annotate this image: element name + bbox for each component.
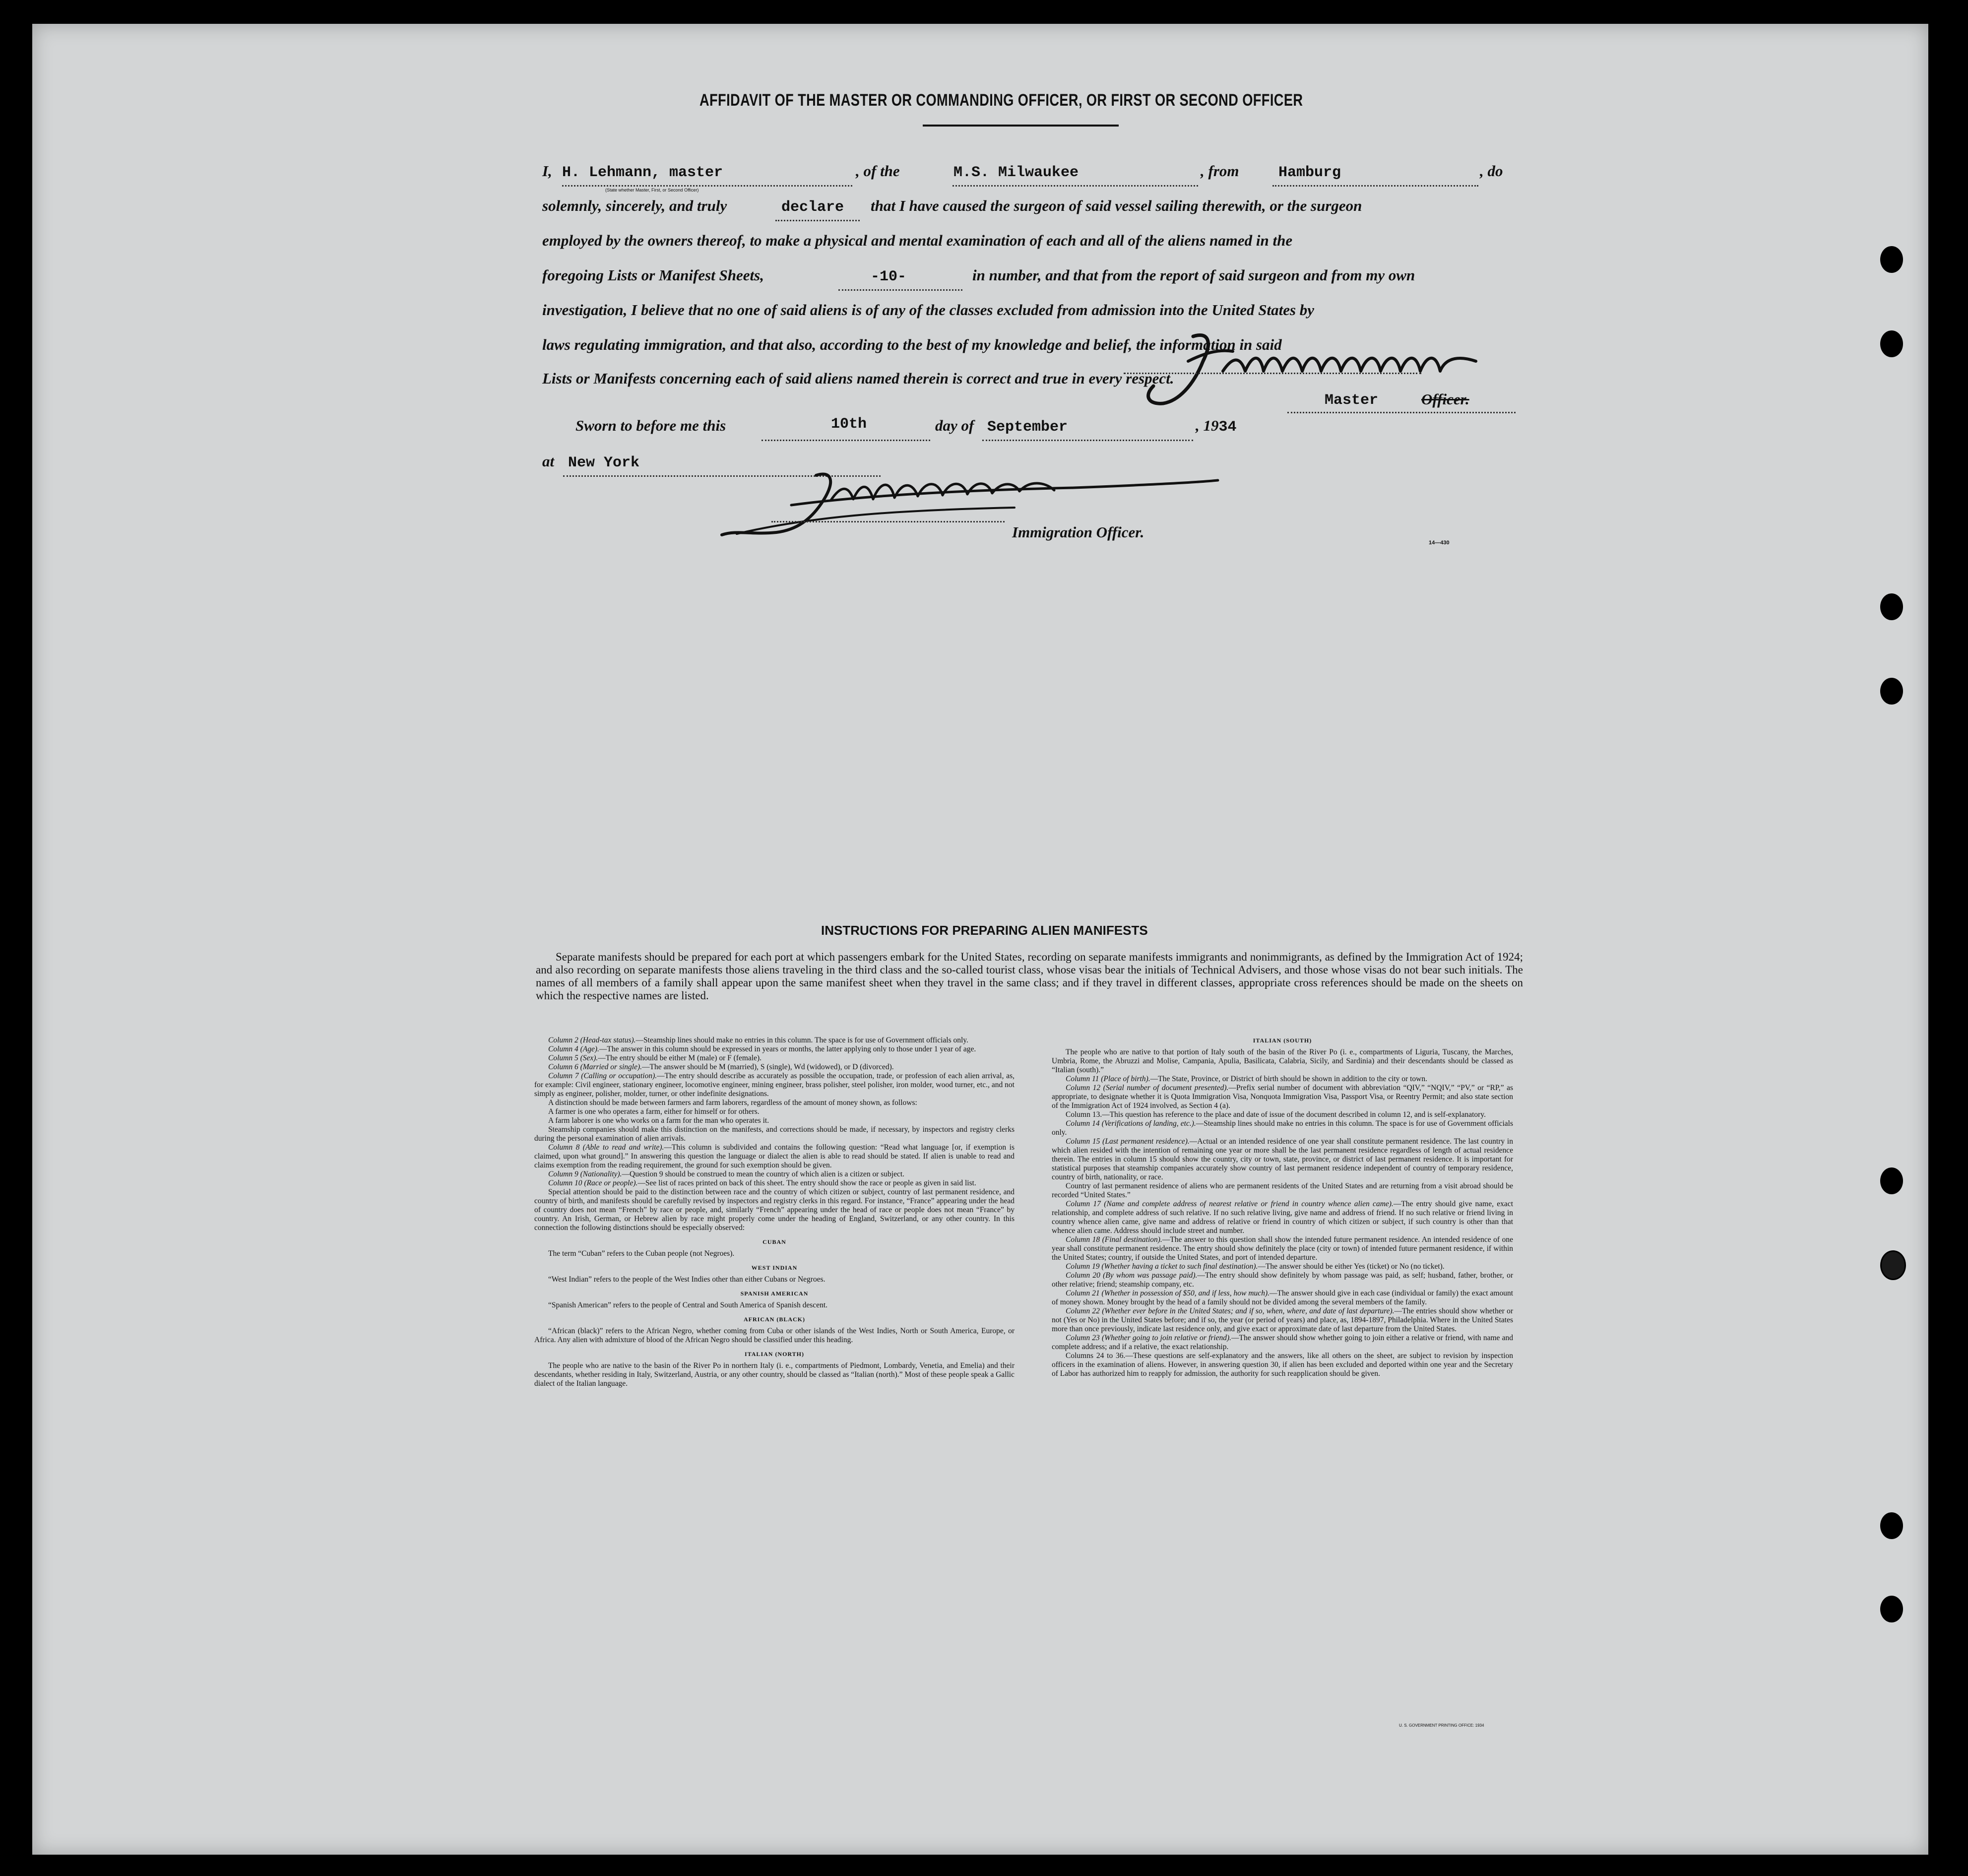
affidavit-line-6: laws regulating immigration, and that also, according to the best of my knowledge and belief, the information in said xyxy=(542,336,1282,353)
col17-text: —The entry should give name, exact relationship, and complete address of such relative. If no such relative living, give name and address of friend. If no such relative or friend living in country whence alien came, give name and address of relative or friend in country of which citizen or subject, if such country is other than that whence alien came. Address should include street and number. xyxy=(1052,1200,1514,1235)
col8-text: —This column is subdivided and contains the following question: “Read what language [or, if exemption is claimed, upon what ground].” In answering this question the language or dialect the alien is able to read should be stated. If alien is unable to read and claims exemption from the reading requirement, the ground for such exemption should be given. xyxy=(534,1143,1015,1169)
col19-text: —The answer should be either Yes (ticket) or No (no ticket). xyxy=(1258,1262,1445,1271)
instructions-title: INSTRUCTIONS FOR PREPARING ALIEN MANIFESTS xyxy=(821,923,1148,938)
year-prefix xyxy=(1196,408,1237,445)
port-line xyxy=(1272,185,1478,187)
col14-text: —Steamship lines should make no entries in this column. The space is for use of Government officials only. xyxy=(1052,1119,1513,1137)
italian-north-heading: ITALIAN (NORTH) xyxy=(744,1351,805,1358)
special-attention-note: Special attention should be paid to the distinction between race and the country of which citizen or subject, country of last permanent residence, and country of birth, and manifests should be carefully revised by inspectors and registry clerks in this regard. For instance, “France” appearing under the head of country does not mean “French” by race or people, and, similarly “French” appearing under the head of race or people does not mean “France” by country. An Irish, German, or Hebrew alien by race might properly come under the heading of England, Switzerland, or any other country. In this connection the following distinctions should be especially observed: xyxy=(534,1188,1015,1232)
cuban-text: The term “Cuban” refers to the Cuban people (not Negroes). xyxy=(548,1249,735,1258)
farmers-note: A distinction should be made between farmers and farm laborers, regardless of the amount of money shown, as follows: xyxy=(548,1099,917,1107)
instructions-intro: Separate manifests should be prepared for each port at which passengers embark for the United States, recording on separate manifests immigrants and nonimmigrants, as defined by the Immigration Act of 1924; and also recording on separate manifests those aliens traveling in the third class and the so-called tourist class, whose visas bear the initials of Technical Advisers, and those whose visas do not bear such initials. The names of all members of a family shall appear upon the same manifest sheet when they travel in the same class; and if they travel in different classes, appropriate cross references should be made on the sheets on which the respective names are listed. xyxy=(536,951,1523,1002)
african-text: “African (black)” refers to the African Negro, whether coming from Cuba or other islands of the West Indies, North or South America, Europe, or Africa. Any alien with admixture of blood of the African Negro should be classified under this heading. xyxy=(534,1327,1015,1344)
punch-hole xyxy=(1880,678,1903,705)
at-label: at xyxy=(542,453,555,470)
sworn-place: New York xyxy=(568,454,640,471)
affidavit-line-5: investigation, I believe that no one of said aliens is of any of the classes excluded from admission into the United States by xyxy=(542,301,1315,319)
col15-text: —Actual or an intended residence of one year shall constitute permanent residence. The last country in which alien resided with the intention of remaining one year or more shall be the last permanent residence regardless of length of actual residence therein. The entries in column 15 should show the country, city or town, state, province, or district of last permanent residence. It is important for statistical purposes that steamship companies accurately show country of last permanent residence independent of country of temporary residence, country of birth, nationality, or race. xyxy=(1052,1137,1513,1181)
col7-label: Column 7 (Calling or occupation). xyxy=(548,1072,657,1080)
sheet-count-line xyxy=(838,289,962,291)
col5-text: —The entry should be either M (male) or F (female). xyxy=(598,1054,762,1062)
col11-text: —The State, Province, or District of birth should be shown in addition to the city or town. xyxy=(1150,1075,1427,1083)
col20-text: —The entry should show definitely by whom passage was paid, as self; husband, father, brother, or other relative; friend; steamship company, etc. xyxy=(1052,1271,1513,1289)
italian-south-text: The people who are native to that portion of Italy south of the basin of the River Po (i. e., compartments of Liguria, Tuscany, the Marches, Umbria, Rome, the Abruzzi and Molise, Campania, Apulia, Basilicata, Calabria, Sicily, and Sardinia) and their descendants should be classed as “Italian (south).” xyxy=(1052,1048,1513,1074)
punch-hole xyxy=(1880,593,1903,620)
african-heading: AFRICAN (BLACK) xyxy=(744,1316,805,1323)
col13-text: Column 13.—This question has reference to the place and date of issue of the document described in column 12, and is self-explanatory. xyxy=(1066,1110,1486,1119)
vessel-name: M.S. Milwaukee xyxy=(953,164,1079,181)
affidavit-line-2b: that I have caused the surgeon of said vessel sailing therewith, or the surgeon xyxy=(871,197,1362,214)
col19-label: Column 19 (Whether having a ticket to such final destination). xyxy=(1066,1262,1258,1271)
italian-north-text: The people who are native to the basin of the River Po in northern Italy (i. e., compartments of Piedmont, Lombardy, Venetia, and Emelia) and their descendants, whether residing in Italy, Switzerland, Austria, or any other country, should be classed as “Italian (north).” Most of these people speak a Gallic dialect of the Italian language. xyxy=(534,1361,1015,1388)
col8-label: Column 8 (Able to read and write). xyxy=(548,1143,664,1152)
punch-hole xyxy=(1880,1250,1906,1280)
col23-label: Column 23 (Whether going to join relative or friend). xyxy=(1066,1334,1232,1342)
officer-signature-line xyxy=(771,521,1005,522)
country-residence-note: Country of last permanent residence of aliens who are permanent residents of the United States and are returning from a visit abroad should be recorded “United States.” xyxy=(1052,1182,1513,1199)
cuban-heading: CUBAN xyxy=(762,1238,786,1245)
line1-prefix: I, xyxy=(542,162,552,180)
col9-text: —Question 9 should be construed to mean the country of which alien is a citizen or subject. xyxy=(622,1170,905,1178)
col15-label: Column 15 (Last permanent residence). xyxy=(1066,1137,1190,1146)
title-line xyxy=(1287,412,1516,413)
sworn-prefix: Sworn to before me this xyxy=(575,417,726,434)
col20-label: Column 20 (By whom was passage paid). xyxy=(1066,1271,1198,1280)
farmer-definition: A farmer is one who operates a farm, either for himself or for others. xyxy=(548,1107,760,1116)
col14-label: Column 14 (Verifications of landing, etc.). xyxy=(1066,1119,1196,1128)
do-label: , do xyxy=(1480,162,1503,180)
col4-label: Column 4 (Age). xyxy=(548,1045,599,1053)
steamship-note: Steamship companies should make this distinction on the manifests, and corrections should be made, if necessary, by inspectors and registry clerks during the personal examination of alien arrivals. xyxy=(534,1125,1015,1143)
sheet-count: -10- xyxy=(871,268,907,285)
col10-text: —See list of races printed on back of this sheet. The entry should show the race or people as given in said list. xyxy=(637,1179,976,1187)
west-indian-heading: WEST INDIAN xyxy=(751,1264,798,1271)
col12-text: —Prefix serial number of document with abbreviation “QIV,” “NQIV,” “PV,” or “RP,” as appropriate, to designate whether it is Quota Immigration Visa, Nonquota Immigration Visa, Passport Visa, or Reentry Permit; and also state section of the Immigration Act of 1924 involved, as Section 4 (a). xyxy=(1052,1084,1513,1110)
affidavit-line-2a: solemnly, sincerely, and truly xyxy=(542,197,727,214)
col17-label: Column 17 (Name and complete address of nearest relative or friend in country whence alien came). xyxy=(1066,1200,1394,1208)
italian-south-heading: ITALIAN (SOUTH) xyxy=(1253,1037,1312,1044)
manifest-page xyxy=(32,24,1928,1855)
affidavit-line-7: Lists or Manifests concerning each of said aliens named therein is correct and true in every respect. xyxy=(542,370,1174,387)
day-of-label: day of xyxy=(935,417,974,434)
col18-text: —The answer to this question shall show the intended future permanent residence. An intended residence of one year shall constitute permanent residence. The entry should show definitely the place (city or town) of intended future permanent residence, if within the United States; country, if outside the United States, and port of intended departure. xyxy=(1052,1235,1513,1262)
affidavit-line-4a: foregoing Lists or Manifest Sheets, xyxy=(542,266,764,284)
vessel-line xyxy=(952,185,1198,187)
year-19: , 19 xyxy=(1196,417,1219,434)
rank-note: (State whether Master, First, or Second Officer) xyxy=(605,188,699,193)
signer-title: Master xyxy=(1325,392,1379,409)
officer-name: H. Lehmann, master xyxy=(562,164,723,181)
year-34: 34 xyxy=(1218,419,1237,436)
col7-text: —The entry should describe as accurately as possible the occupation, trade, or profession of each alien arrival, as, for example: Civil engineer, stationary engineer, locomotive engineer, mining engineer, brass polisher, steel polisher, iron molder, wood turner, etc., and not simply as engineer, polisher, molder, turner, or other indefinite designations. xyxy=(534,1072,1015,1098)
col22-label: Column 22 (Whether ever before in the United States; and if so, when, where, and date of last departure). xyxy=(1066,1307,1395,1315)
affidavit-line-1 xyxy=(542,154,552,189)
punch-hole xyxy=(1880,246,1903,273)
col21-label: Column 21 (Whether in possession of $50, and if less, how much). xyxy=(1066,1289,1270,1297)
col2-label: Column 2 (Head-tax status). xyxy=(548,1036,636,1044)
declare-line xyxy=(775,220,860,221)
immigration-officer-label: Immigration Officer. xyxy=(1012,523,1144,541)
punch-hole xyxy=(1880,1512,1903,1539)
immigration-officer-signature xyxy=(717,460,1238,545)
col10-label: Column 10 (Race or people). xyxy=(548,1179,638,1187)
sworn-month: September xyxy=(987,419,1068,436)
officer-struck: Officer. xyxy=(1421,390,1469,408)
officer-name-line xyxy=(562,185,852,187)
punch-hole xyxy=(1880,330,1903,357)
from-label: , from xyxy=(1201,162,1239,180)
punch-hole xyxy=(1880,1167,1903,1194)
col4-text: —The answer in this column should be expressed in years or months, the latter applying only to those under 1 year of age. xyxy=(599,1045,976,1053)
spanish-american-text: “Spanish American” refers to the people of Central and South America of Spanish descent. xyxy=(548,1301,828,1309)
col21-text: —The answer should give in each case (individual or family) the exact amount of money shown. Money brought by the head of a family should not be divided among the several members of the family. xyxy=(1052,1289,1513,1306)
affidavit-title: AFFIDAVIT OF THE MASTER OR COMMANDING OFFICER, OR FIRST OR SECOND OFFICER xyxy=(699,91,1303,110)
farm-laborer-definition: A farm laborer is one who works on a farm for the man who operates it. xyxy=(548,1116,769,1125)
col9-label: Column 9 (Nationality). xyxy=(548,1170,622,1178)
port-from: Hamburg xyxy=(1278,164,1341,181)
punch-hole xyxy=(1880,1596,1903,1622)
west-indian-text: “West Indian” refers to the people of the West Indies other than either Cubans or Negroes. xyxy=(548,1275,825,1284)
of-the-label: , of the xyxy=(856,162,900,180)
col24-36-text: Columns 24 to 36.—These questions are self-explanatory and the answers, like all others on the sheet, are subject to revision by inspection officers in the examination of aliens. However, in answering question 30, if alien has been excluded and deported within one year and the Secretary of Labor has authorized him to reapply for admission, the authority for such reapplication should be given. xyxy=(1052,1352,1513,1378)
col22-text: —The entries should show whether or not (Yes or No) in the United States before; and if so, the year (or period of years) and place, as, 1894-1897, Philadelphia. Where in the United States more than once previously, indicate last residence only, and give exact or approximate date of last departure from the United States. xyxy=(1052,1307,1513,1333)
col6-label: Column 6 (Married or single). xyxy=(548,1063,642,1071)
affidavit-line-4b: in number, and that from the report of said surgeon and from my own xyxy=(972,266,1415,284)
col18-label: Column 18 (Final destination). xyxy=(1066,1235,1162,1244)
col12-label: Column 12 (Serial number of document presented). xyxy=(1066,1084,1229,1092)
col2-text: —Steamship lines should make no entries in this column. The space is for use of Government officials only. xyxy=(635,1036,968,1044)
instructions-left-column xyxy=(534,1036,1015,1388)
sworn-day: 10th xyxy=(831,416,867,433)
col6-text: —The answer should be M (married), S (single), Wd (widowed), or D (divorced). xyxy=(642,1063,894,1071)
spanish-american-heading: SPANISH AMERICAN xyxy=(740,1290,809,1297)
affidavit-line-3: employed by the owners thereof, to make a physical and mental examination of each and all of the aliens named in the xyxy=(542,232,1293,249)
col5-label: Column 5 (Sex). xyxy=(548,1054,598,1062)
form-number: 14—430 xyxy=(1429,540,1450,546)
col11-label: Column 11 (Place of birth). xyxy=(1066,1075,1150,1083)
declare-word: declare xyxy=(781,199,844,216)
sworn-month-line xyxy=(982,440,1193,441)
gpo-imprint: U. S. GOVERNMENT PRINTING OFFICE: 1934 xyxy=(1399,1723,1484,1728)
master-signature-line xyxy=(1124,373,1421,374)
title-underline xyxy=(923,125,1119,127)
col23-text: —The answer should show whether going to join either a relative or friend, with name and complete address; and if a relative, the exact relationship. xyxy=(1052,1334,1514,1351)
sworn-day-line xyxy=(762,440,930,441)
instructions-right-column xyxy=(1052,1036,1513,1378)
